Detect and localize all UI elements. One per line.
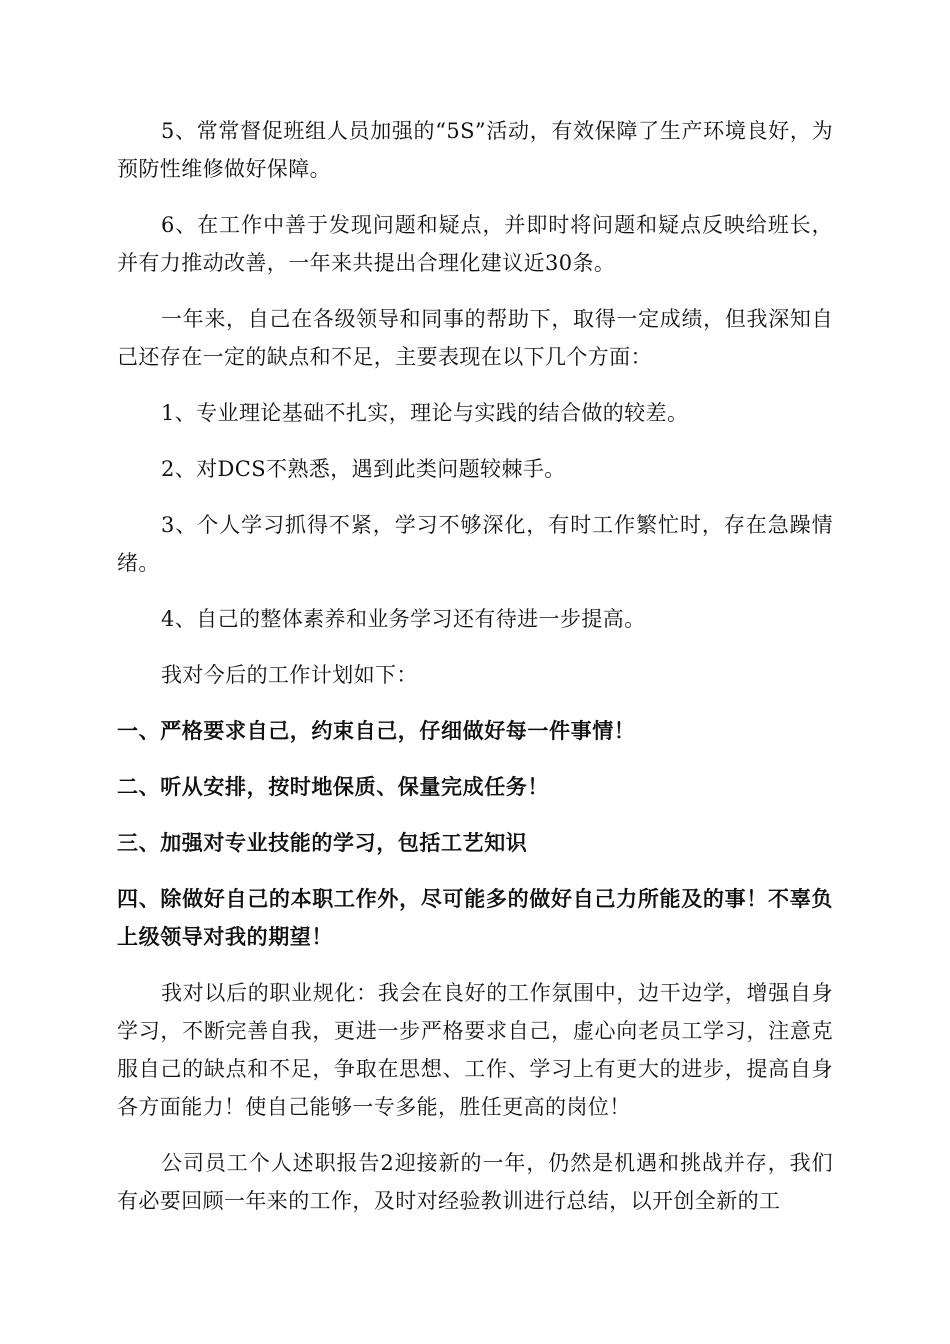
paragraph-shortcoming-1: 1、专业理论基础不扎实，理论与实践的结合做的较差。 bbox=[161, 401, 689, 425]
paragraph-item-5: 5、常常督促班组人员加强的“5S”活动，有效保障了生产环境良好，为预防性维修做好保障。 bbox=[117, 119, 833, 181]
paragraph-shortcoming-4: 4、自己的整体素养和业务学习还有待进一步提高。 bbox=[161, 607, 646, 631]
plan-item-2: 二、听从安排，按时地保质、保量完成任务！ bbox=[117, 775, 549, 799]
paragraph-shortcoming-2: 2、对DCS不熟悉，遇到此类问题较棘手。 bbox=[161, 457, 566, 481]
paragraph-shortcoming-3: 3、个人学习抓得不紧，学习不够深化，有时工作繁忙时，存在急躁情绪。 bbox=[117, 513, 833, 575]
paragraph-plan-intro: 我对今后的工作计划如下： bbox=[161, 663, 418, 687]
document-body bbox=[117, 112, 833, 1238]
paragraph-career-plan: 我对以后的职业规化：我会在良好的工作氛围中，边干边学，增强自身学习，不断完善自我，更进一步严格要求自己，虚心向老员工学习，注意克服自己的缺点和不足，争取在思想、工作、学习上有更大的进步，提高自身各方面能力！使自己能够一专多能，胜任更高的岗位！ bbox=[117, 981, 833, 1119]
plan-item-3: 三、加强对专业技能的学习，包括工艺知识 bbox=[117, 831, 528, 855]
paragraph-report-2-intro: 公司员工个人述职报告2迎接新的一年，仍然是机遇和挑战并存，我们有必要回顾一年来的工作，及时对经验教训进行总结，以开创全新的工 bbox=[117, 1151, 833, 1213]
plan-item-1: 一、严格要求自己，约束自己，仔细做好每一件事情！ bbox=[117, 719, 636, 743]
paragraph-shortcomings-intro: 一年来，自己在各级领导和同事的帮助下，取得一定成绩，但我深知自己还存在一定的缺点和不足，主要表现在以下几个方面： bbox=[117, 307, 833, 369]
paragraph-item-6: 6、在工作中善于发现问题和疑点，并即时将问题和疑点反映给班长，并有力推动改善，一年来共提出合理化建议近30条。 bbox=[117, 213, 833, 275]
plan-item-4: 四、除做好自己的本职工作外，尽可能多的做好自己力所能及的事！不辜负上级领导对我的期望！ bbox=[117, 887, 833, 949]
